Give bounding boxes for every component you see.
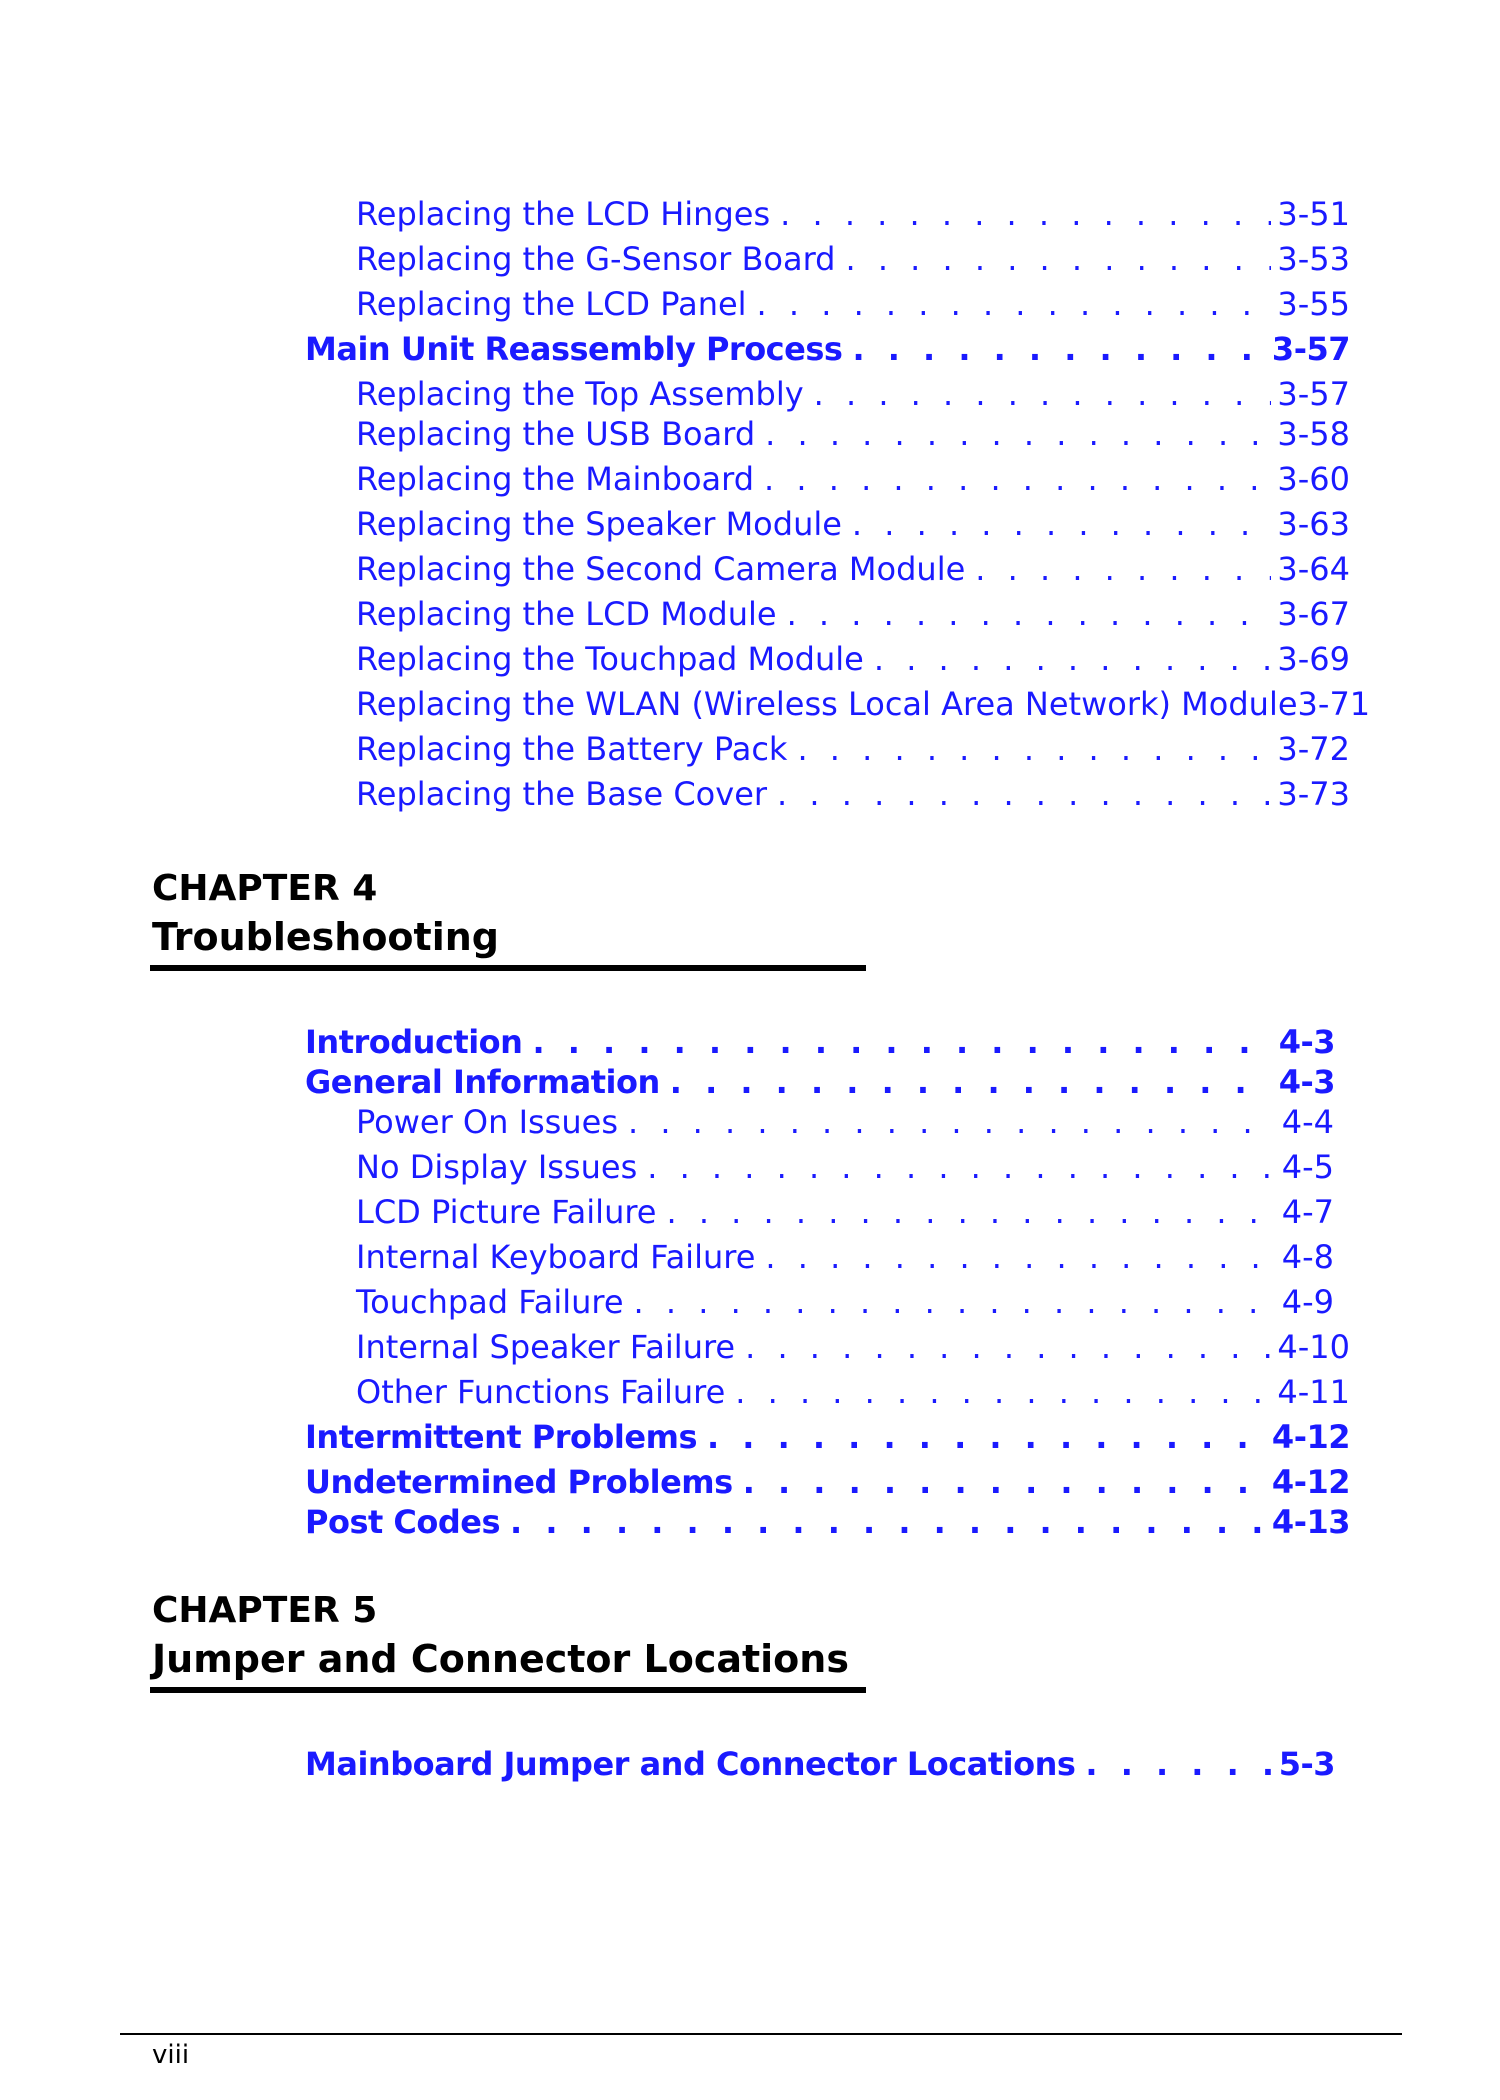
chapter-4-rule xyxy=(150,965,866,971)
toc-entry[interactable] xyxy=(356,1235,1334,1279)
toc-entry-page: 4-11 xyxy=(1277,1373,1350,1411)
toc-entry-title: Replacing the Second Camera Module xyxy=(356,550,966,588)
toc-entry-title: Replacing the USB Board xyxy=(356,415,756,453)
dot-leader xyxy=(765,412,1271,456)
toc-entry-title: Power On Issues xyxy=(356,1103,618,1141)
toc-entry-page: 3-73 xyxy=(1277,775,1350,813)
toc-entry-page: 3-51 xyxy=(1277,195,1350,233)
chapter-title: Jumper and Connector Locations xyxy=(152,1637,849,1681)
toc-entry-title: Internal Keyboard Failure xyxy=(356,1238,756,1276)
toc-section-entry[interactable] xyxy=(305,1500,1350,1544)
chapter-label: CHAPTER 4 xyxy=(152,868,378,909)
toc-entry[interactable] xyxy=(356,1325,1350,1369)
toc-entry-page: 3-57 xyxy=(1271,330,1350,368)
dot-leader xyxy=(634,1280,1276,1324)
toc-entry-title: Replacing the LCD Hinges xyxy=(356,195,771,233)
toc-entry[interactable] xyxy=(356,772,1350,816)
toc-entry[interactable] xyxy=(356,412,1350,456)
toc-entry-title: LCD Picture Failure xyxy=(356,1193,657,1231)
toc-entry-page: 4-12 xyxy=(1271,1418,1350,1456)
toc-entry-title: Introduction xyxy=(305,1023,523,1061)
toc-entry-page: 4-4 xyxy=(1281,1103,1334,1141)
toc-entry-title: Replacing the G-Sensor Board xyxy=(356,240,836,278)
dot-leader xyxy=(780,192,1271,236)
toc-entry[interactable] xyxy=(356,547,1350,591)
toc-entry[interactable] xyxy=(356,1100,1334,1144)
toc-entry[interactable] xyxy=(356,1370,1350,1414)
toc-entry-page: 4-13 xyxy=(1271,1503,1350,1541)
toc-entry-page: 3-58 xyxy=(1277,415,1350,453)
toc-entry-page: 3-69 xyxy=(1277,640,1350,678)
dot-leader xyxy=(743,1460,1266,1504)
dot-leader xyxy=(797,727,1271,771)
dot-leader xyxy=(707,1415,1266,1459)
toc-section-entry[interactable] xyxy=(305,1060,1335,1104)
toc-entry[interactable] xyxy=(356,592,1350,636)
toc-section-entry[interactable] xyxy=(305,1415,1350,1459)
toc-entry-title: Undetermined Problems xyxy=(305,1463,733,1501)
toc-section-entry[interactable] xyxy=(305,1020,1335,1064)
toc-entry-title: No Display Issues xyxy=(356,1148,638,1186)
toc-entry-page: 3-67 xyxy=(1277,595,1350,633)
chapter-5-heading xyxy=(152,1588,849,1684)
toc-entry-page: 3-71 xyxy=(1297,685,1371,723)
dot-leader xyxy=(765,1235,1275,1279)
toc-section-entry[interactable] xyxy=(305,1742,1335,1786)
page-number: viii xyxy=(152,2040,190,2070)
toc-entry-page: 3-57 xyxy=(1277,375,1350,413)
footer-rule xyxy=(120,2033,1402,2035)
toc-entry-page: 3-55 xyxy=(1277,285,1350,323)
toc-entry-title: Replacing the Speaker Module xyxy=(356,505,842,543)
chapter-label: CHAPTER 5 xyxy=(152,1590,378,1631)
dot-leader xyxy=(777,772,1271,816)
dot-leader xyxy=(666,1190,1275,1234)
toc-entry-page: 3-60 xyxy=(1277,460,1350,498)
toc-entry[interactable] xyxy=(356,1190,1334,1234)
toc-entry-page: 5-3 xyxy=(1278,1745,1335,1783)
dot-leader xyxy=(510,1500,1266,1544)
dot-leader xyxy=(647,1145,1276,1189)
dot-leader xyxy=(975,547,1271,591)
dot-leader xyxy=(628,1100,1276,1144)
toc-entry-title: Main Unit Reassembly Process xyxy=(305,330,843,368)
toc-entry[interactable] xyxy=(356,372,1350,416)
toc-entry[interactable] xyxy=(356,1145,1334,1189)
toc-entry-title: Touchpad Failure xyxy=(356,1283,624,1321)
toc-entry-page: 4-12 xyxy=(1271,1463,1350,1501)
toc-entry-page: 4-7 xyxy=(1281,1193,1334,1231)
toc-entry-title: Post Codes xyxy=(305,1503,501,1541)
dot-leader xyxy=(845,237,1271,281)
toc-entry-page: 3-53 xyxy=(1277,240,1350,278)
dot-leader xyxy=(532,1020,1272,1064)
dot-leader xyxy=(745,1325,1271,1369)
toc-entry-title: Replacing the Mainboard xyxy=(356,460,755,498)
toc-entry[interactable] xyxy=(356,192,1350,236)
toc-entry[interactable] xyxy=(356,1280,1334,1324)
toc-entry-page: 3-63 xyxy=(1277,505,1350,543)
toc-entry[interactable] xyxy=(356,237,1350,281)
toc-entry-page: 4-3 xyxy=(1278,1063,1335,1101)
chapter-5-rule xyxy=(150,1687,866,1693)
toc-entry-title: Intermittent Problems xyxy=(305,1418,697,1456)
toc-entry-title: Replacing the Battery Pack xyxy=(356,730,788,768)
toc-entry-page: 4-3 xyxy=(1278,1023,1335,1061)
dot-leader xyxy=(814,372,1272,416)
toc-entry-title: Replacing the Base Cover xyxy=(356,775,768,813)
dot-leader xyxy=(670,1060,1273,1104)
toc-entry-page: 3-64 xyxy=(1277,550,1350,588)
toc-entry-title: Replacing the WLAN (Wireless Local Area Network) Module xyxy=(356,685,1298,723)
toc-entry-title: Replacing the LCD Module xyxy=(356,595,777,633)
toc-entry-title: General Information xyxy=(305,1063,660,1101)
chapter-title: Troubleshooting xyxy=(152,915,499,959)
toc-entry-title: Other Functions Failure xyxy=(356,1373,726,1411)
toc-entry[interactable] xyxy=(356,682,1371,726)
toc-entry-title: Replacing the LCD Panel xyxy=(356,285,747,323)
dot-leader xyxy=(787,592,1272,636)
toc-entry-title: Mainboard Jumper and Connector Locations xyxy=(305,1745,1076,1783)
toc-entry-page: 4-8 xyxy=(1281,1238,1334,1276)
toc-entry-page: 4-5 xyxy=(1281,1148,1334,1186)
toc-entry-page: 3-72 xyxy=(1277,730,1350,768)
dot-leader xyxy=(735,1370,1271,1414)
dot-leader xyxy=(874,637,1272,681)
toc-section-entry[interactable] xyxy=(305,1460,1350,1504)
toc-entry[interactable] xyxy=(356,282,1350,326)
dot-leader xyxy=(852,502,1271,546)
dot-leader xyxy=(852,327,1265,371)
chapter-4-heading xyxy=(152,866,499,962)
toc-entry[interactable] xyxy=(356,457,1350,501)
dot-leader xyxy=(764,457,1271,501)
toc-entry[interactable] xyxy=(356,637,1350,681)
toc-entry-title: Internal Speaker Failure xyxy=(356,1328,736,1366)
toc-entry-page: 4-9 xyxy=(1281,1283,1334,1321)
toc-entry[interactable] xyxy=(356,727,1350,771)
toc-entry-page: 4-10 xyxy=(1277,1328,1350,1366)
dot-leader xyxy=(757,282,1272,326)
toc-entry-title: Replacing the Top Assembly xyxy=(356,375,804,413)
toc-entry-title: Replacing the Touchpad Module xyxy=(356,640,864,678)
dot-leader xyxy=(1085,1742,1272,1786)
toc-entry[interactable] xyxy=(356,502,1350,546)
toc-section-entry[interactable] xyxy=(305,327,1350,371)
